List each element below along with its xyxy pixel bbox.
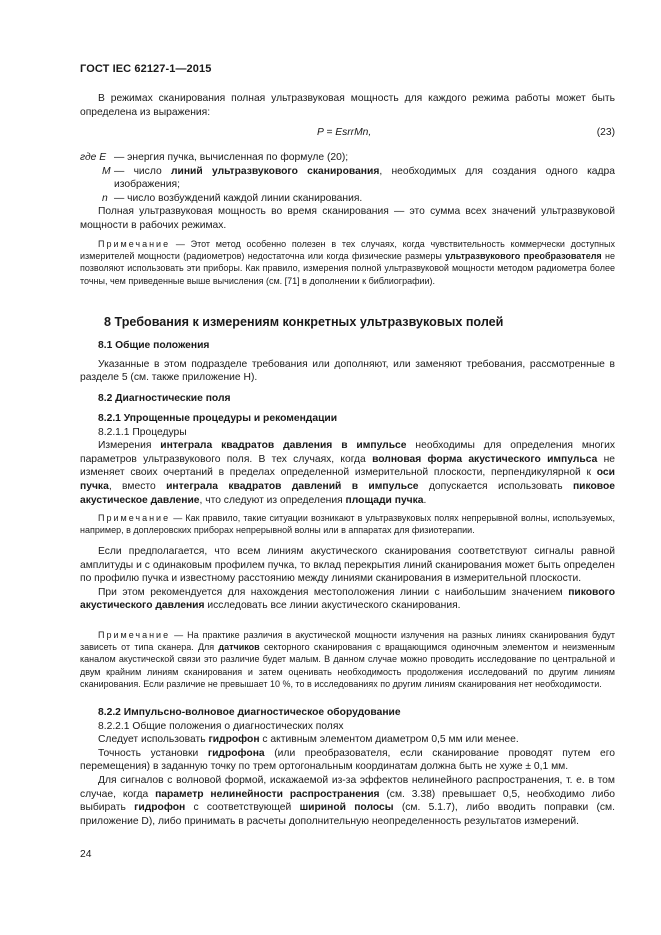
section-8-2-2-heading: 8.2.2 Импульсно-волновое диагностическое оборудование	[98, 707, 401, 718]
note-label: Примечание	[98, 630, 171, 640]
section-8-heading: 8 Требования к измерениям конкретных ультразвуковых полей	[104, 315, 504, 329]
definition-symbol: M	[102, 165, 111, 177]
nonlinear-paragraph: Для сигналов с волновой формой, искажаемой из-за эффектов нелинейного распространения, т. е. в том случае, когда параметр нелинейности распространения (см. 3.38) превышает 0,5, необходимо либо выбирать гидрофон с соответствующей шириной полосы (см. 5.1.7), либо вводить поправки (см. приложение D), либо принимать в расчеты дополнительную неопределенность результатов измерений.	[80, 774, 616, 827]
section-8-2-2-1-heading: 8.2.2.1 Общие положения о диагностических полях	[98, 720, 344, 732]
definition-n	[80, 192, 615, 206]
total-power-block	[80, 205, 615, 232]
intro-paragraph: В режимах сканирования полная ультразвуковая мощность для каждого режима работы может быть определена из выражения:	[80, 93, 615, 118]
formula-23	[80, 127, 615, 141]
section-8-2-2	[80, 706, 615, 828]
section-8-2-1-1-heading: 8.2.1.1 Процедуры	[98, 426, 187, 438]
peak-location-paragraph: При этом рекомендуется для нахождения местоположения линии с наибольшим значением пикового акустического давления исследовать все линии акустического сканирования.	[80, 586, 615, 612]
intro-block	[80, 92, 615, 119]
definitions-list	[80, 151, 615, 205]
definition-text: — энергия пучка, вычисленная по формуле (20);	[114, 152, 349, 163]
definition-E	[80, 151, 615, 165]
definition-text: — число возбуждений каждой линии сканирования.	[114, 192, 363, 204]
definition-text: — число линий ультразвукового сканирования, необходимых для создания одного кадра изображения;	[114, 165, 615, 191]
formula-expression: P = EsrrMn,	[317, 127, 372, 138]
section-8-1-text: Указанные в этом подразделе требования или дополняют, или заменяют требования, рассмотренные в разделе 5 (см. также приложение Н).	[80, 358, 615, 384]
note-2: Примечание — Как правило, такие ситуации возникают в ультразвуковых полях непрерывной волны, используемых, например, в доплеровских приборах непрерывной волны или в аппаратах для физиотерапии.	[80, 513, 615, 536]
section-8-1-heading: 8.1 Общие положения	[98, 340, 210, 351]
document-header: ГОСТ IEC 62127-1—2015	[80, 63, 212, 75]
hydrophone-paragraph: Следует использовать гидрофон с активным элементом диаметром 0,5 мм или менее.	[98, 734, 519, 746]
section-8-2-1	[80, 412, 615, 507]
note-label: Примечание	[98, 513, 171, 523]
definition-symbol: где E	[80, 152, 107, 163]
section-8-2-1-heading: 8.2.1 Упрощенные процедуры и рекомендации	[98, 413, 338, 424]
scan-lines-block	[80, 545, 615, 613]
section-8-2	[80, 392, 615, 406]
procedures-paragraph: Измерения интеграла квадратов давления в импульсе необходимы для определения многих параметров ультразвукового поля. В тех случаях, когда волновая форма акустического импульса не изменяет своих очертаний в пределах определенной измерительной плоскости, перпендикулярной к оси пучка, вместо интеграла квадратов давлений в импульсе допускается использовать пиковое акустическое давление, что следуют из определения площади пучка.	[80, 440, 616, 506]
section-8-2-heading: 8.2 Диагностические поля	[98, 393, 231, 404]
note-1: Примечание — Этот метод особенно полезен в тех случаях, когда чувствительность коммерчески доступных измерителей мощности (радиометров) недостаточна или когда физические размеры ультразвукового преобразователя не позволяют использовать эти приборы. Как правило, измерения полной ультразвуковой мощности методом радиометра более точны, чем приведенные выше вычисления (см. [71] в дополнении к библиографии).	[80, 239, 615, 286]
section-8-1	[80, 339, 615, 385]
definition-symbol: n	[102, 192, 108, 204]
positioning-paragraph: Точность установки гидрофона (или преобразователя, если сканирование проводят путем его перемещения) в заданную точку по трем ортогональным координатам должна быть не хуже ± 0,1 мм.	[80, 747, 615, 773]
formula-number: (23)	[596, 127, 615, 138]
note-label: Примечание	[98, 239, 171, 249]
note-3: Примечание — На практике различия в акустической мощности излучения на разных линиях сканирования будут зависеть от типа сканера. Для датчиков секторного сканирования с вращающимся одиночным элементом и неизменным каналом акустической связи это различие будет малым. В данном случае можно проводить исследование по центральной и двум крайним линиям сканирования и затем оценивать необходимость продолжения исследований по другим линиям сканирования. Если различие не превышает 10 %, то в исследованиях по другим линиям сканирования нет необходимости.	[80, 630, 615, 689]
page-number: 24	[80, 849, 92, 860]
scan-lines-paragraph: Если предполагается, что всем линиям акустического сканирования соответствуют сигналы равной амплитуды и с одинаковым профилем пучка, то вклад перекрытия линий сканирования может быть определен по профилю пучка и известному расстоянию между линиями сканирования в измерительной плоскости.	[80, 546, 615, 585]
total-power-paragraph: Полная ультразвуковая мощность во время сканирования — это сумма всех значений ультразвуковой мощности в рабочих режимах.	[80, 206, 615, 231]
definition-M	[80, 165, 615, 192]
